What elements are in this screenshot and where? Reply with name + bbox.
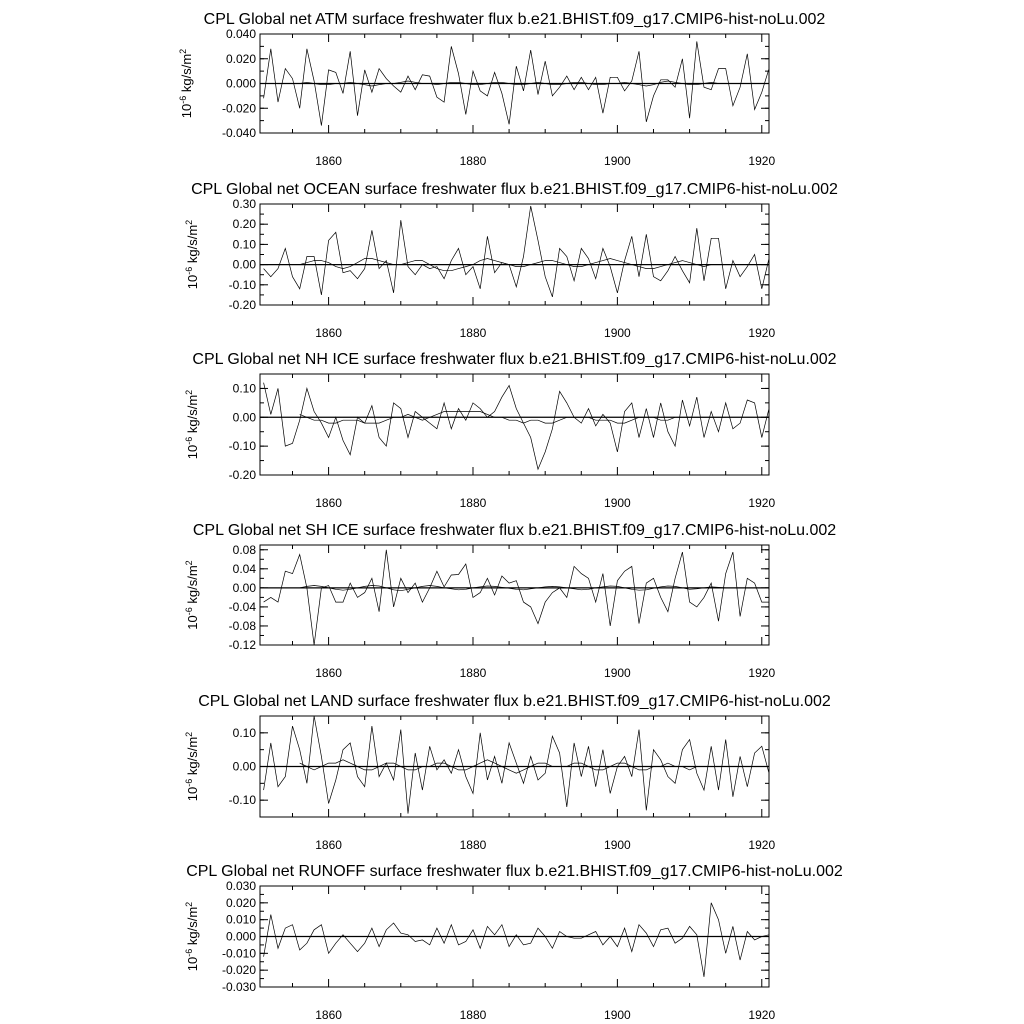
panel-5 bbox=[184, 693, 831, 852]
y-tick-label: 0.30 bbox=[232, 197, 256, 211]
x-tick-label: 1880 bbox=[459, 666, 487, 680]
y-axis-label-part: kg/s/m bbox=[185, 565, 200, 608]
y-tick-label: 0.04 bbox=[232, 561, 256, 576]
y-tick-label: -0.20 bbox=[228, 468, 256, 482]
raw-series-line bbox=[264, 716, 769, 814]
y-tick-label: 0.030 bbox=[225, 879, 256, 893]
y-axis-label bbox=[184, 902, 200, 971]
x-tick-label: 1880 bbox=[459, 1008, 487, 1022]
y-tick-label: -0.020 bbox=[221, 963, 256, 978]
y-axis-label bbox=[184, 560, 200, 629]
x-tick-label: 1920 bbox=[748, 496, 776, 510]
x-tick-label: 1880 bbox=[459, 154, 487, 168]
panel-title: CPL Global net RUNOFF surface freshwater flux b.e21.BHIST.f09_g17.CMIP6-hist-noLu.002 bbox=[186, 863, 843, 880]
x-tick-label: 1900 bbox=[604, 1008, 631, 1022]
x-tick-label: 1860 bbox=[315, 154, 342, 168]
panel-title: CPL Global net LAND surface freshwater flux b.e21.BHIST.f09_g17.CMIP6-hist-noLu.002 bbox=[198, 693, 831, 710]
y-tick-label: 0.00 bbox=[232, 410, 256, 425]
y-axis-label-part: -6 bbox=[184, 778, 194, 787]
y-axis-label-part: 10 bbox=[185, 956, 200, 972]
x-tick-label: 1900 bbox=[604, 666, 631, 680]
y-tick-label: -0.10 bbox=[228, 793, 256, 808]
panel-title: CPL Global net SH ICE surface freshwater flux b.e21.BHIST.f09_g17.CMIP6-hist-noLu.002 bbox=[192, 522, 837, 539]
y-tick-label: -0.08 bbox=[228, 618, 256, 633]
x-tick-label: 1900 bbox=[604, 326, 631, 340]
y-tick-label: 0.00 bbox=[232, 759, 256, 774]
y-axis-label bbox=[184, 220, 200, 289]
raw-series-line bbox=[264, 903, 769, 977]
y-tick-label: -0.020 bbox=[221, 101, 256, 116]
y-tick-label: 0.20 bbox=[232, 217, 256, 232]
panel-4 bbox=[184, 522, 836, 680]
y-tick-label: 0.10 bbox=[232, 381, 256, 396]
x-tick-label: 1880 bbox=[459, 838, 487, 852]
y-tick-label: -0.04 bbox=[228, 599, 256, 614]
raw-series-line bbox=[264, 383, 769, 470]
y-tick-label: -0.10 bbox=[228, 439, 256, 454]
raw-series-line bbox=[264, 550, 769, 645]
y-axis-label-part: 2 bbox=[184, 731, 194, 737]
panel-2 bbox=[184, 181, 838, 340]
y-tick-label: 0.08 bbox=[232, 542, 256, 557]
y-axis-label-part: 2 bbox=[184, 901, 194, 907]
y-tick-label: -0.10 bbox=[228, 277, 256, 292]
y-tick-label: 0.020 bbox=[225, 51, 256, 66]
plot-frame bbox=[260, 374, 769, 475]
raw-series-line bbox=[264, 206, 769, 297]
x-tick-label: 1920 bbox=[748, 1008, 776, 1022]
panel-title: CPL Global net ATM surface freshwater flux b.e21.BHIST.f09_g17.CMIP6-hist-noLu.002 bbox=[203, 11, 826, 28]
x-tick-label: 1860 bbox=[315, 496, 342, 510]
panel-1 bbox=[178, 11, 825, 168]
y-tick-label: 0.000 bbox=[225, 929, 256, 944]
y-axis-label-part: 2 bbox=[184, 389, 194, 395]
y-tick-label: 0.00 bbox=[232, 580, 256, 595]
y-axis-label-part: -6 bbox=[184, 948, 194, 957]
y-tick-label: 0.040 bbox=[225, 27, 256, 41]
y-tick-label: -0.12 bbox=[228, 638, 256, 652]
x-tick-label: 1880 bbox=[459, 326, 487, 340]
panel-3 bbox=[184, 351, 837, 510]
y-axis-label bbox=[184, 732, 200, 801]
y-axis-label-part: kg/s/m bbox=[185, 394, 200, 437]
x-tick-label: 1920 bbox=[748, 154, 776, 168]
x-tick-label: 1900 bbox=[604, 154, 631, 168]
x-tick-label: 1880 bbox=[459, 496, 487, 510]
y-axis-label-part: -6 bbox=[184, 436, 194, 445]
y-axis-label-part: kg/s/m bbox=[185, 224, 200, 267]
y-axis-label-part: 2 bbox=[178, 48, 188, 54]
y-axis-label-part: 2 bbox=[184, 219, 194, 225]
y-tick-label: 0.10 bbox=[232, 237, 256, 252]
y-tick-label: 0.020 bbox=[225, 895, 256, 910]
y-axis-label-part: kg/s/m bbox=[185, 906, 200, 949]
x-tick-label: 1860 bbox=[315, 666, 342, 680]
y-axis-label bbox=[184, 390, 200, 459]
y-axis-label-part: kg/s/m bbox=[185, 736, 200, 779]
y-axis-label-part: 10 bbox=[185, 274, 200, 290]
x-tick-label: 1920 bbox=[748, 326, 776, 340]
y-axis-label bbox=[178, 49, 194, 118]
x-tick-label: 1920 bbox=[748, 838, 776, 852]
x-tick-label: 1860 bbox=[315, 838, 342, 852]
panel-6 bbox=[184, 863, 843, 1022]
y-axis-label-part: kg/s/m bbox=[179, 53, 194, 96]
y-tick-label: 0.000 bbox=[225, 76, 256, 91]
panel-title: CPL Global net OCEAN surface freshwater flux b.e21.BHIST.f09_g17.CMIP6-hist-noLu.002 bbox=[191, 181, 838, 198]
y-axis-label-part: 10 bbox=[185, 444, 200, 460]
y-axis-label-part: -6 bbox=[178, 95, 188, 104]
y-tick-label: -0.030 bbox=[221, 980, 256, 994]
y-tick-label: -0.20 bbox=[228, 298, 256, 312]
y-axis-label-part: 10 bbox=[185, 615, 200, 630]
y-tick-label: 0.00 bbox=[232, 257, 256, 272]
x-tick-label: 1920 bbox=[748, 666, 776, 680]
y-axis-label-part: -6 bbox=[184, 266, 194, 275]
y-tick-label: -0.010 bbox=[221, 946, 256, 961]
y-axis-label-part: 10 bbox=[179, 103, 194, 119]
y-axis-label-part: -6 bbox=[184, 607, 194, 616]
y-tick-label: 0.010 bbox=[225, 912, 256, 927]
y-tick-label: -0.040 bbox=[221, 126, 256, 140]
x-tick-label: 1860 bbox=[315, 326, 342, 340]
x-tick-label: 1900 bbox=[604, 496, 631, 510]
x-tick-label: 1860 bbox=[315, 1008, 342, 1022]
panel-title: CPL Global net NH ICE surface freshwater flux b.e21.BHIST.f09_g17.CMIP6-hist-noLu.002 bbox=[192, 351, 837, 368]
y-axis-label-part: 10 bbox=[185, 786, 200, 802]
x-tick-label: 1900 bbox=[604, 838, 631, 852]
plot-frame bbox=[260, 545, 769, 645]
y-tick-label: 0.10 bbox=[232, 725, 256, 740]
plot-frame bbox=[260, 204, 769, 305]
y-axis-label-part: 2 bbox=[184, 560, 194, 566]
